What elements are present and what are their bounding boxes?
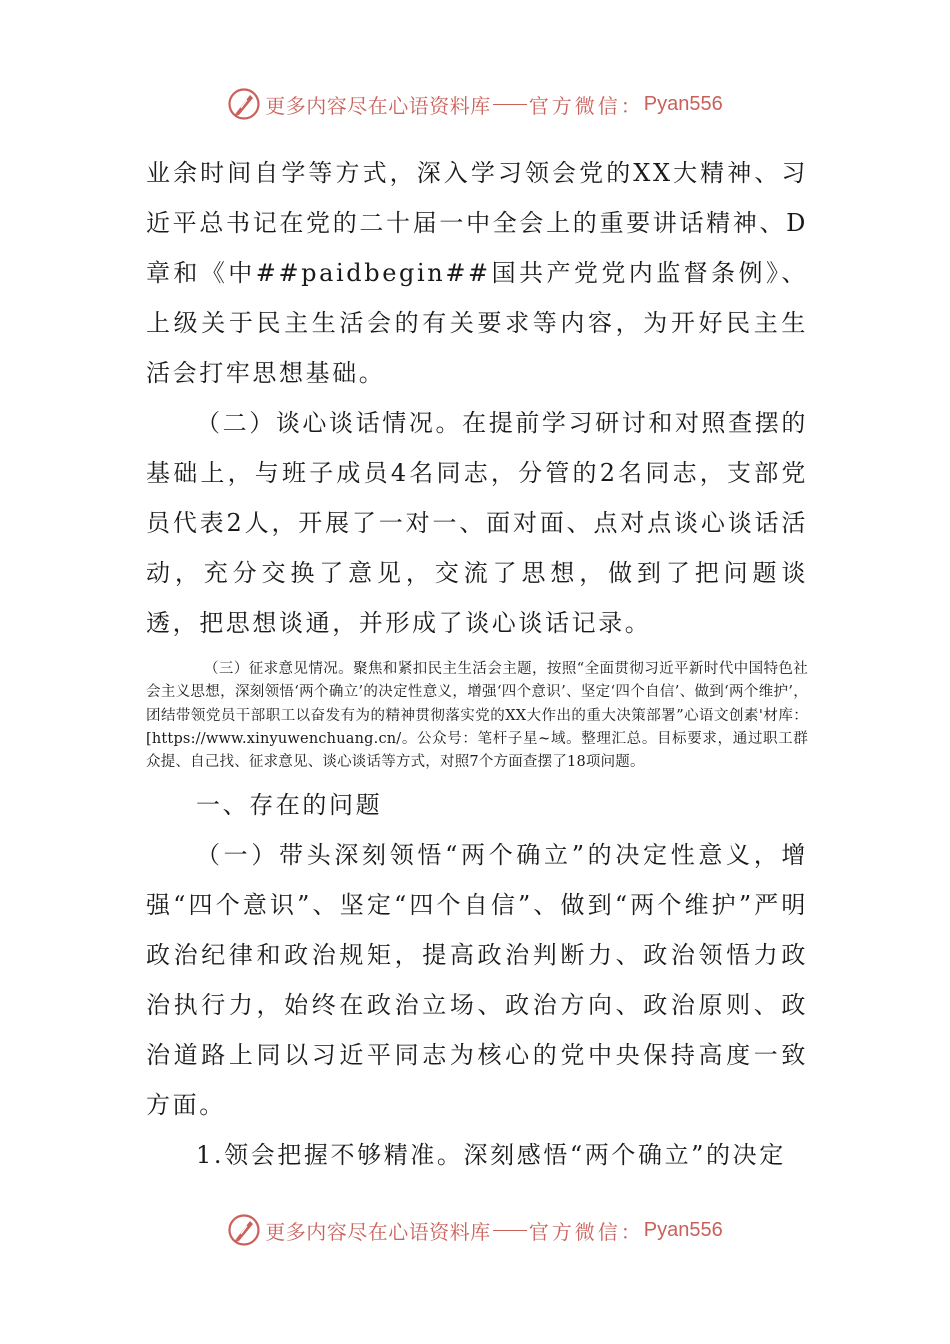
banner-suffix: 官方微信： [528,1219,644,1244]
banner-wechat-id: Pyan556 [643,92,723,115]
quill-pen-logo-icon [227,1213,261,1247]
quill-pen-logo-icon [227,87,261,121]
paragraph-point-1: 1.领会把握不够精准。深刻感悟“两个确立”的决定 [196,1141,786,1170]
banner-title: 更多内容尽在心语资料库 [265,1219,491,1244]
banner-wechat-id: Pyan556 [643,1218,723,1241]
banner-dash [493,104,527,105]
paragraph-opinion: （三）征求意见情况。聚焦和紧扣民主生活会主题，按照“全面贯彻习近平新时代中国特色社会主义思想，深刻领悟‘两个确立’的决定性意义，增强‘四个意识’、坚定‘四个自信’、做到‘两个维护’，团结带领党员干部职工以奋发有为的精神贯彻落实党的XX大作出的重大决策部署”心语文创素'材库：[https://www.xinyuwenchuang.cn/。公众号：笔杆子星~域。整理汇总。目标要求，通过职工群众提、自己找、征求意见、谈心谈话等方式，对照7个方面查摆了18项问题。 [146,661,808,771]
banner-suffix: 官方微信： [528,93,644,118]
watermark-banner-bottom [0,1210,950,1250]
banner-title: 更多内容尽在心语资料库 [265,93,491,118]
watermark-banner-top [0,84,950,124]
section-heading-problems: 一、存在的问题 [196,791,383,820]
paragraph-talk: （二）谈心谈话情况。在提前学习研讨和对照查摆的基础上，与班子成员4名同志，分管的2名同志，支部党员代表2人，开展了一对一、面对面、点对点谈心谈话活动，充分交换了意见，交流了思想，做到了把问题谈透，把思想谈通，并形成了谈心谈话记录。 [146,409,808,637]
document-body [146,148,808,1180]
banner-dash [493,1230,527,1231]
paragraph-item-1: （一）带头深刻领悟“两个确立”的决定性意义，增强“四个意识”、坚定“四个自信”、做到“两个维护”严明政治纪律和政治规矩，提高政治判断力、政治领悟力政治执行力，始终在政治立场、政治方向、政治原则、政治道路上同以习近平同志为核心的党中央保持高度一致方面。 [146,841,808,1120]
paragraph-intro: 业余时间自学等方式，深入学习领会党的XX大精神、习近平总书记在党的二十届一中全会上的重要讲话精神、D章和《中##paidbegin##国共产党党内监督条例》、上级关于民主生活会的有关要求等内容，为开好民主生活会打牢思想基础。 [146,159,808,387]
